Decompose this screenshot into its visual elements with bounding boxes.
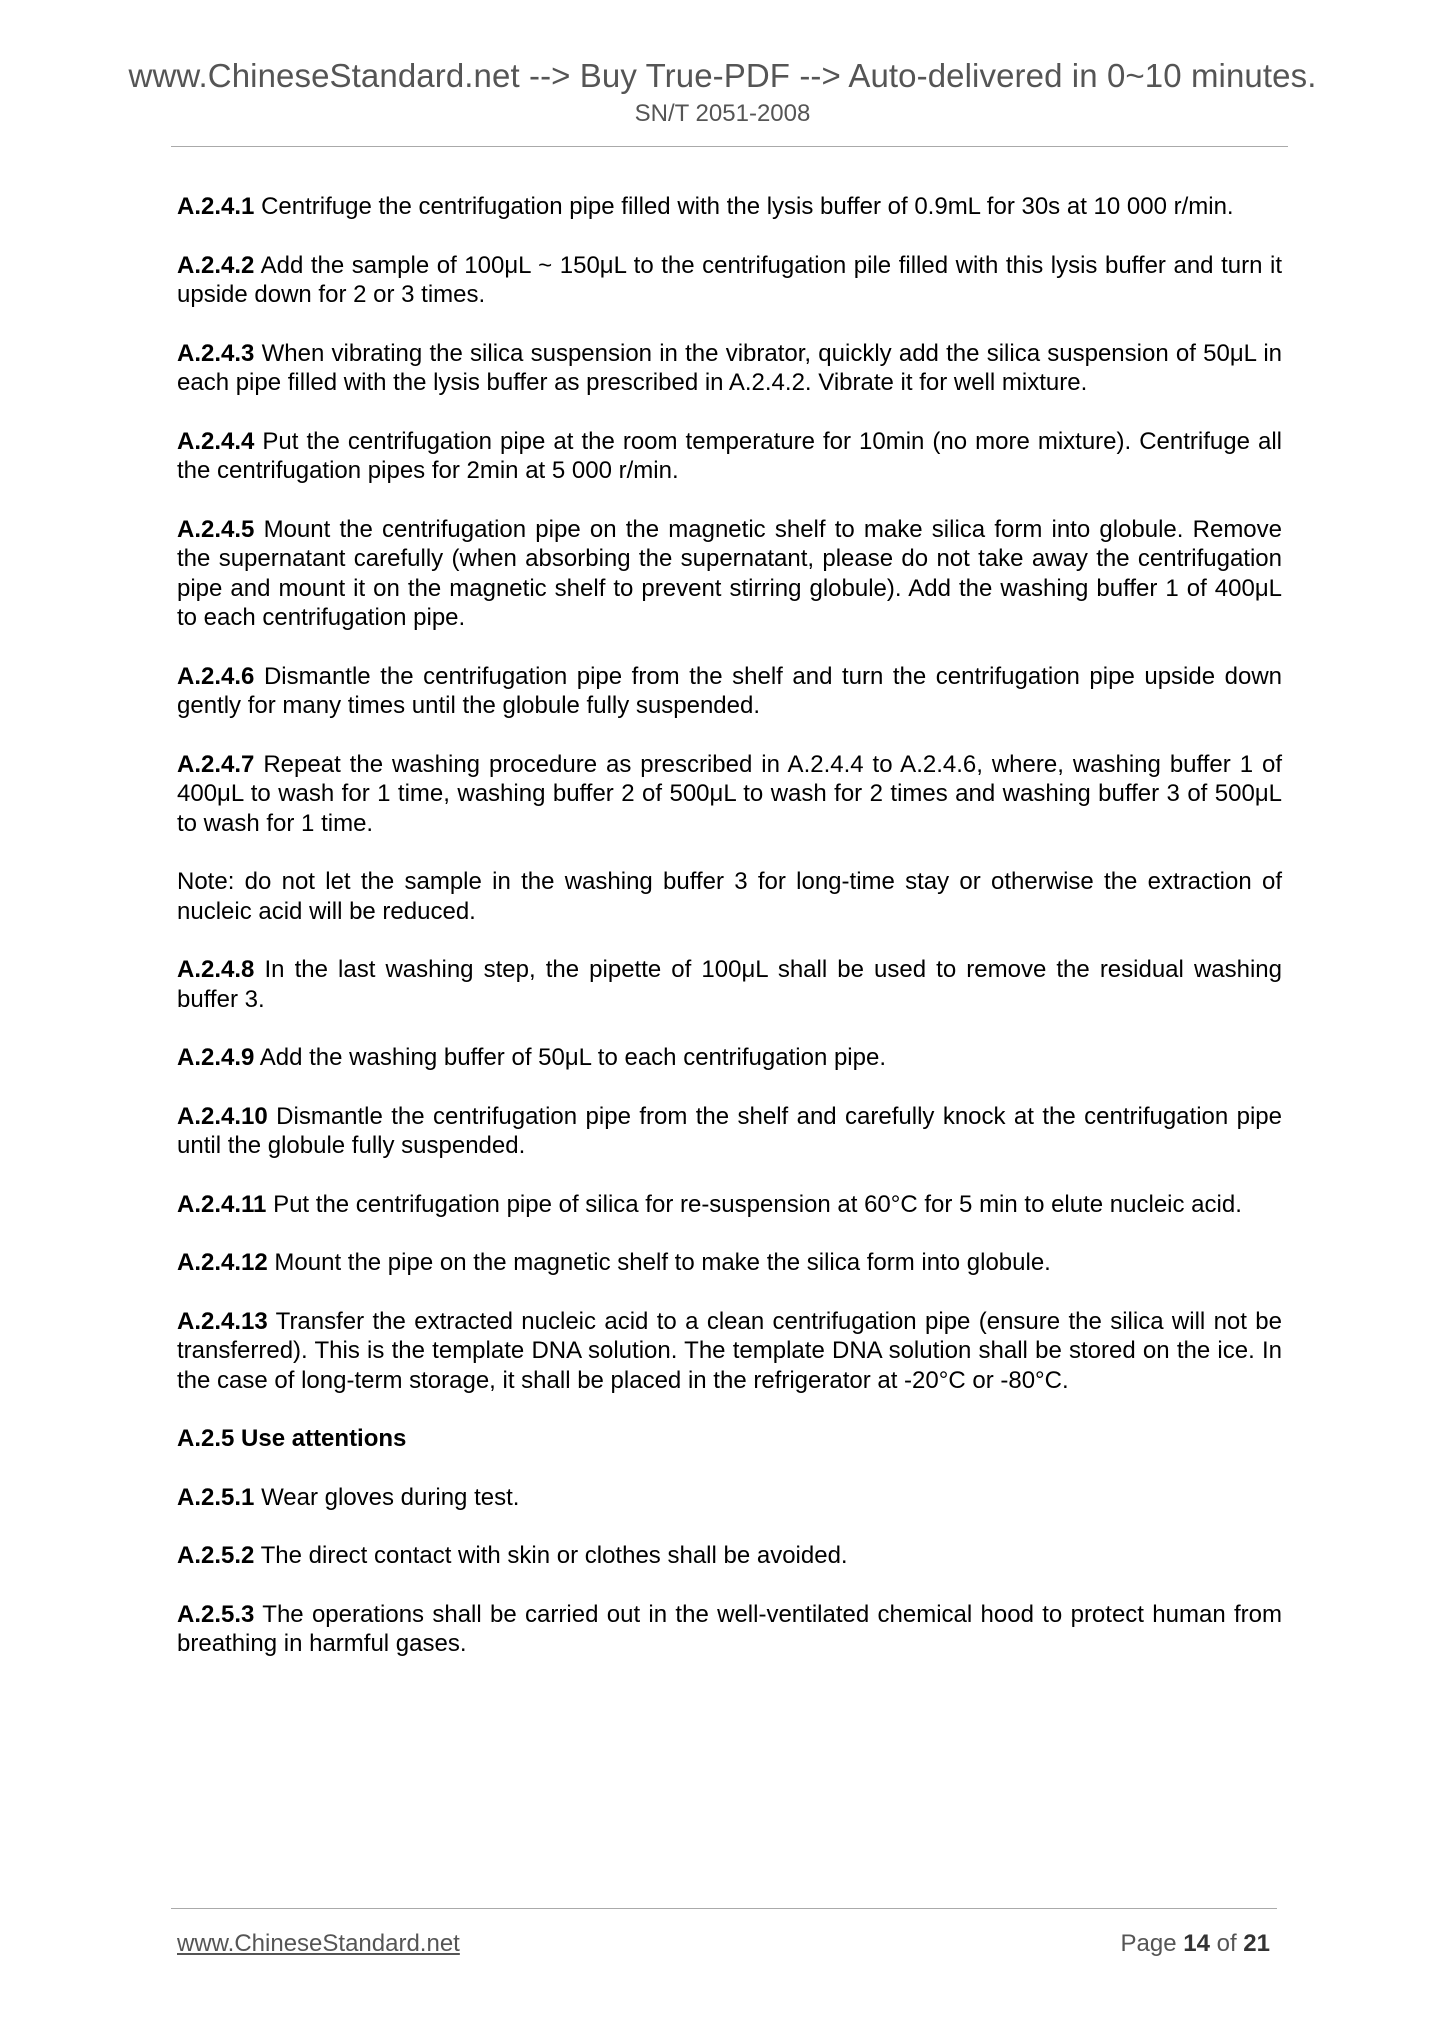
clause-text: Add the sample of 100μL ~ 150μL to the centrifugation pile filled with this lysis buffer and turn it upside down for 2 or 3 times. [177,251,1282,308]
clause-a-2-4-11 [177,1190,1282,1220]
page-header [0,56,1445,130]
clause-a-2-4-2 [177,251,1282,310]
clause-number: A.2.4.7 [177,750,255,778]
clause-a-2-4-9 [177,1043,1282,1073]
clause-number: A.2.4.4 [177,427,255,455]
page-total: 21 [1243,1930,1270,1957]
clause-text: Centrifuge the centrifugation pipe filled with the lysis buffer of 0.9mL for 30s at 10 000 r/min. [261,193,1234,220]
clause-number: A.2.4.1 [177,193,255,220]
clause-text: Wear gloves during test. [261,1483,520,1511]
document-body [177,192,1282,1688]
clause-number: A.2.4.5 [177,515,255,543]
clause-a-2-4-6 [177,662,1282,721]
section-heading: A.2.5 Use attentions [177,1425,407,1452]
clause-a-2-4-7 [177,750,1282,839]
header-divider [171,146,1288,147]
clause-text: In the last washing step, the pipette of 100μL shall be used to remove the residual washing buffer 3. [177,956,1283,1013]
clause-text: The operations shall be carried out in the well-ventilated chemical hood to protect human from breathing in harmful gases. [177,1600,1282,1657]
clause-number: A.2.4.9 [177,1044,255,1071]
clause-a-2-4-1 [177,192,1282,222]
note-text: Note: do not let the sample in the washing buffer 3 for long-time stay or otherwise the extraction of nucleic acid will be reduced. [177,868,1282,925]
clause-text: Dismantle the centrifugation pipe from the shelf and carefully knock at the centrifugation pipe until the globule fully suspended. [177,1102,1283,1159]
clause-number: A.2.4.12 [177,1249,268,1276]
page-number [1121,1930,1271,1958]
clause-text: Repeat the washing procedure as prescribed in A.2.4.4 to A.2.4.6, where, washing buffer 1 of 400μL to wash for 1 time, washing buffer 2 of 500μL to wash for 2 times and washing buffer 3 of 500μL to wash for 1 time. [177,750,1282,837]
clause-text: When vibrating the silica suspension in the vibrator, quickly add the silica suspension of 50μL in each pipe filled with the lysis buffer as prescribed in A.2.4.2. Vibrate it for well mixture. [177,339,1282,396]
clause-a-2-4-3 [177,339,1282,398]
clause-number: A.2.4.10 [177,1102,268,1130]
clause-text: The direct contact with skin or clothes shall be avoided. [260,1542,848,1569]
clause-a-2-4-8 [177,955,1282,1014]
clause-number: A.2.4.11 [177,1190,267,1218]
clause-number: A.2.4.13 [177,1307,268,1335]
note-paragraph [177,867,1282,926]
page-current: 14 [1183,1930,1210,1957]
clause-a-2-5-2 [177,1541,1282,1571]
clause-a-2-5-3 [177,1600,1282,1659]
clause-text: Transfer the extracted nucleic acid to a clean centrifugation pipe (ensure the silica will not be transferred). This is the template DNA solution. The template DNA solution shall be stored on the ice. In the case of long-term storage, it shall be placed in the refrigerator at -20°C or -80°C. [177,1307,1283,1394]
clause-text: Add the washing buffer of 50μL to each centrifugation pipe. [259,1044,886,1071]
page-word: Page [1120,1930,1177,1957]
clause-number: A.2.4.3 [177,339,255,367]
standard-code: SN/T 2051-2008 [634,100,811,127]
header-promo-text: www.ChineseStandard.net --> Buy True-PDF --> Auto-delivered in 0~10 minutes. [128,57,1317,94]
clause-text: Dismantle the centrifugation pipe from the shelf and turn the centrifugation pipe upside down gently for many times until the globule fully suspended. [177,662,1283,719]
clause-number: A.2.5.1 [177,1483,255,1511]
clause-number: A.2.5.3 [177,1600,255,1628]
clause-a-2-4-10 [177,1102,1282,1161]
clause-a-2-5-1 [177,1483,1282,1513]
footer-site-link[interactable]: www.ChineseStandard.net [177,1930,460,1957]
clause-number: A.2.5.2 [177,1542,255,1569]
clause-text: Put the centrifugation pipe at the room temperature for 10min (no more mixture). Centrifuge all the centrifugation pipes for 2min at 5 000 r/min. [177,427,1282,484]
clause-number: A.2.4.2 [177,251,255,279]
clause-a-2-4-4 [177,427,1282,486]
page-of: of [1216,1930,1237,1957]
footer-divider [171,1908,1277,1909]
clause-a-2-4-13 [177,1307,1282,1396]
clause-text: Mount the centrifugation pipe on the magnetic shelf to make silica form into globule. Remove the supernatant carefully (when absorbing the supernatant, please do not take away the centrifugation pipe and mount it on the magnetic shelf to prevent stirring globule). Add the washing buffer 1 of 400μL to each centrifugation pipe. [177,515,1282,631]
clause-text: Mount the pipe on the magnetic shelf to make the silica form into globule. [274,1249,1051,1276]
clause-a-2-4-5 [177,515,1282,633]
clause-number: A.2.4.8 [177,956,255,983]
clause-text: Put the centrifugation pipe of silica for re-suspension at 60°C for 5 min to elute nucleic acid. [273,1190,1242,1218]
clause-number: A.2.4.6 [177,662,255,690]
clause-a-2-4-12 [177,1248,1282,1278]
